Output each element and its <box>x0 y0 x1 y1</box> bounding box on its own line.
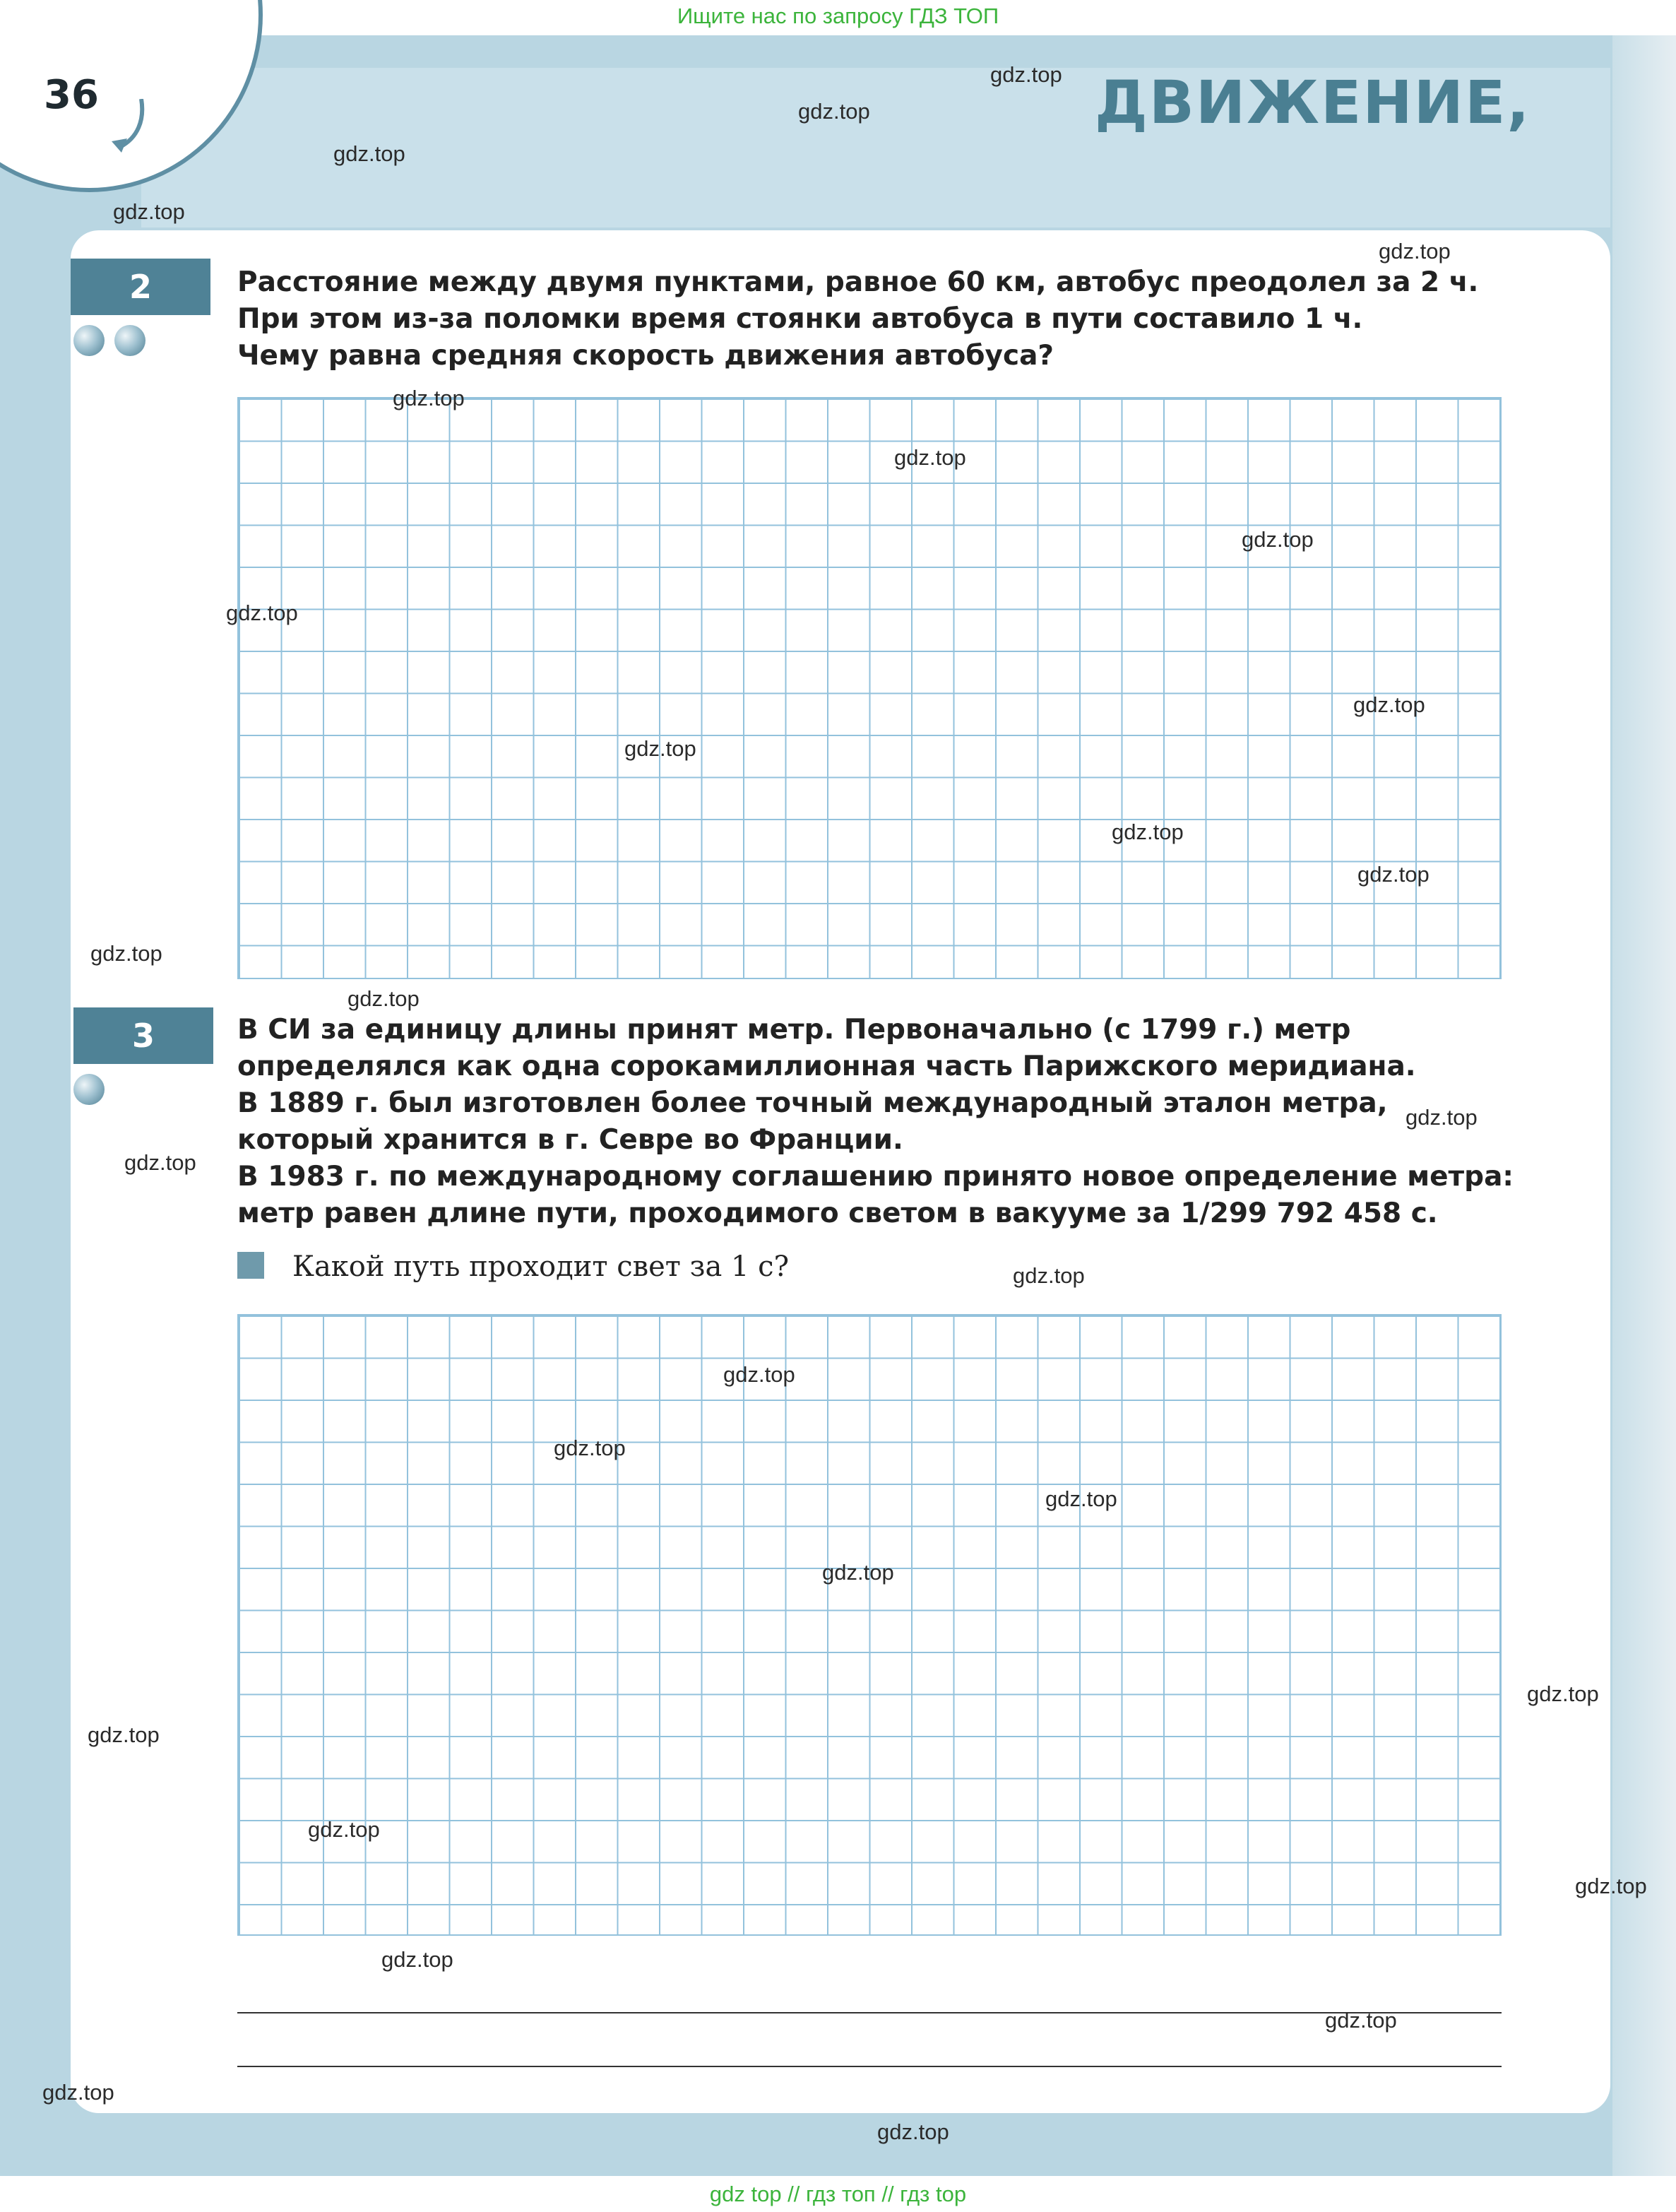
watermark-text: gdz.top <box>90 941 162 966</box>
task-3-line: который хранится в г. Севре во Франции. <box>237 1124 903 1156</box>
answer-line[interactable] <box>237 2066 1502 2067</box>
task-number-badge: 3 <box>73 1007 213 1064</box>
watermark-text: gdz.top <box>308 1817 380 1842</box>
task-3-line: В 1889 г. был изготовлен более точный международный эталон метра, <box>237 1087 1388 1119</box>
task-2-line: Расстояние между двумя пунктами, равное 60 км, автобус преодолел за 2 ч. <box>237 266 1479 298</box>
watermark-text: gdz.top <box>798 99 870 124</box>
question-marker-icon <box>237 1252 264 1279</box>
watermark-text: gdz.top <box>333 141 405 166</box>
watermark-text: gdz.top <box>113 199 185 224</box>
watermark-text: gdz.top <box>393 386 465 410</box>
watermark-text: gdz.top <box>1527 1681 1599 1706</box>
task-3-answer-grid[interactable] <box>237 1314 1502 1936</box>
difficulty-ball-icon <box>73 1074 105 1105</box>
page-fold-shadow <box>1612 35 1676 2183</box>
chapter-title: ДВИЖЕНИЕ, <box>1095 68 1531 137</box>
task-2-text <box>237 264 1494 374</box>
watermark-text: gdz.top <box>1379 239 1451 264</box>
question-text: Какой путь проходит свет за 1 с? <box>292 1250 790 1283</box>
watermark-text: gdz.top <box>1045 1486 1117 1511</box>
watermark-text: gdz.top <box>124 1150 196 1175</box>
watermark-text: gdz.top <box>990 62 1062 87</box>
watermark-text: gdz.top <box>88 1722 160 1747</box>
task-2-line: При этом из-за поломки время стоянки автобуса в пути составило 1 ч. <box>237 303 1363 335</box>
task-2-answer-grid[interactable] <box>237 397 1502 979</box>
watermark-text: gdz.top <box>1357 862 1430 887</box>
watermark-text: gdz.top <box>1575 1874 1647 1898</box>
curved-arrow-icon <box>106 99 148 155</box>
task-2-line: Чему равна средняя скорость движения автобуса? <box>237 340 1054 372</box>
task-3-line: В СИ за единицу длины принят метр. Первоначально (с 1799 г.) метр <box>237 1014 1351 1046</box>
task-3-line: В 1983 г. по международному соглашению принято новое определение метра: <box>237 1161 1514 1193</box>
task-3-question <box>237 1250 789 1283</box>
watermark-text: gdz.top <box>894 445 966 470</box>
watermark-text: gdz.top <box>1013 1263 1085 1288</box>
watermark-text: gdz.top <box>624 736 696 761</box>
watermark-text: gdz.top <box>381 1947 453 1972</box>
bottom-banner: gdz top // гдз топ // гдз top <box>0 2176 1676 2212</box>
watermark-text: gdz.top <box>1242 527 1314 552</box>
watermark-text: gdz.top <box>1353 692 1425 717</box>
watermark-text: gdz.top <box>554 1436 626 1460</box>
watermark-text: gdz.top <box>42 2080 114 2105</box>
watermark-text: gdz.top <box>877 2119 949 2144</box>
watermark-text: gdz.top <box>822 1560 894 1585</box>
answer-line[interactable] <box>237 2012 1502 2013</box>
watermark-text: gdz.top <box>1112 820 1184 844</box>
task-3-text <box>237 1012 1514 1232</box>
watermark-text: gdz.top <box>226 601 298 625</box>
task-3-line: метр равен длине пути, проходимого светом в вакууме за 1/299 792 458 с. <box>237 1197 1438 1229</box>
watermark-text: gdz.top <box>723 1362 795 1387</box>
difficulty-ball-icon <box>73 325 105 356</box>
top-banner: Ищите нас по запросу ГДЗ ТОП <box>677 4 999 28</box>
page-number: 36 <box>44 72 99 118</box>
difficulty-ball-icon <box>114 325 145 356</box>
watermark-text: gdz.top <box>1405 1105 1478 1130</box>
watermark-text: gdz.top <box>1325 2008 1397 2033</box>
watermark-text: gdz.top <box>347 986 420 1011</box>
task-number-badge: 2 <box>71 259 210 315</box>
task-3-line: определялся как одна сорокамиллионная часть Парижского меридиана. <box>237 1051 1416 1082</box>
